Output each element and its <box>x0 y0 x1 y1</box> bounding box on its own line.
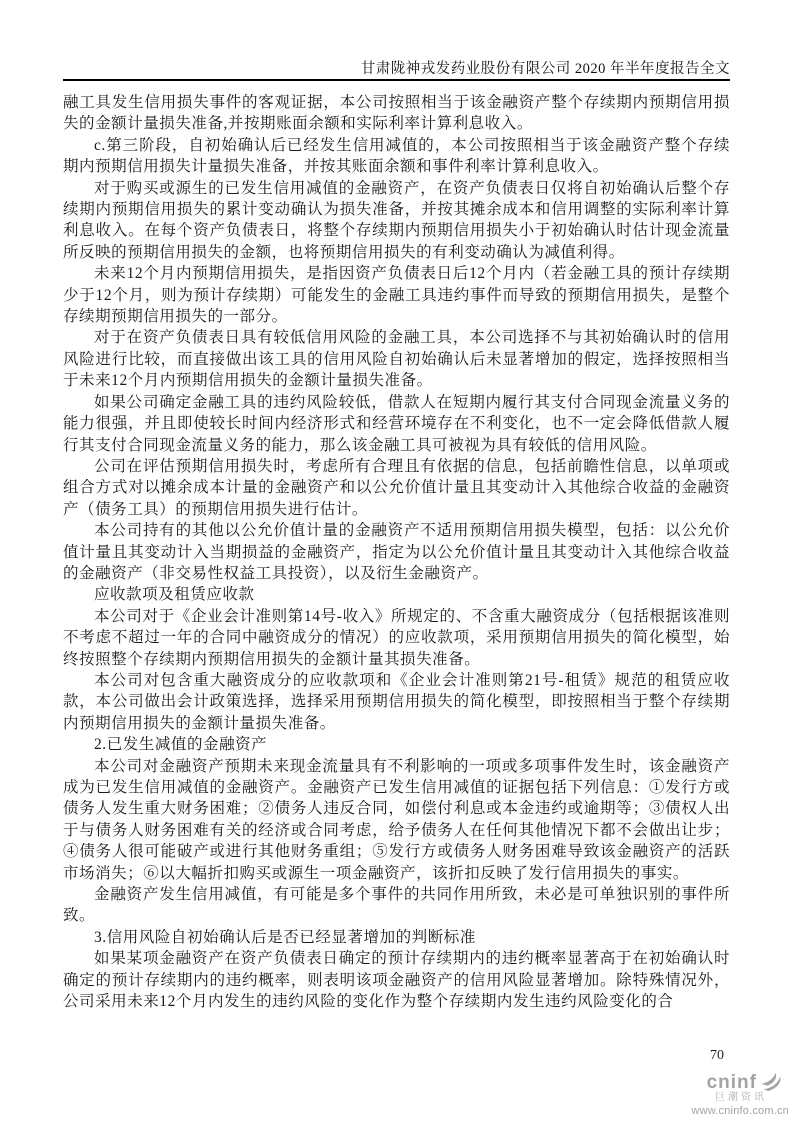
paragraph: 融工具发生信用损失事件的客观证据，本公司按照相当于该金融资产整个存续期内预期信用损失的金额计量损失准备,并按期账面余额和实际利率计算利息收入。 <box>63 94 730 133</box>
page-header-title: 甘肃陇神戎发药业股份有限公司 2020 年半年度报告全文 <box>360 61 730 77</box>
paragraph: 未来12个月内预期信用损失，是指因资产负债表日后12个月内（若金融工具的预计存续期少于12个月，则为预计存续期）可能发生的金融工具违约事件而导致的预期信用损失，是整个存续期预期信用损失的一部分。 <box>63 265 730 326</box>
paragraph: 本公司对包含重大融资成分的应收款项和《企业会计准则第21号-租赁》规范的租赁应收款，本公司做出会计政策选择，选择采用预期信用损失的简化模型，即按照相当于整个存续期内预期信用损失的金额计量损失准备。 <box>63 671 730 732</box>
paragraph: 如果公司确定金融工具的违约风险较低，借款人在短期内履行其支付合同现金流量义务的能力很强，并且即使较长时间内经济形式和经营环境存在不利变化，也不一定会降低借款人履行其支付合同现金流量义务的能力，那么该金融工具可被视为具有较低的信用风险。 <box>63 393 730 454</box>
page-number: 70 <box>710 1048 724 1063</box>
header-rule <box>63 79 730 81</box>
paragraph: 公司在评估预期信用损失时，考虑所有合理且有依据的信息，包括前瞻性信息，以单项或组合方式对以摊余成本计量的金融资产和以公允价值计量且其变动计入其他综合收益的金融资产（债务工具）的预期信用损失进行估计。 <box>63 457 730 518</box>
section-heading-receivables: 应收款项及租赁应收款 <box>94 586 255 604</box>
paragraph: 对于购买或源生的已发生信用减值的金融资产，在资产负债表日仅将自初始确认后整个存续期内预期信用损失的累计变动确认为损失准备，并按其摊余成本和信用调整的实际利率计算利息收入。在每个资产负债表日，将整个存续期内预期信用损失小于初始确认时估计现金流量所反映的预期信用损失的金额，也将预期信用损失的有利变动确认为减值利得。 <box>63 179 730 261</box>
paragraph: 本公司对于《企业会计准则第14号-收入》所规定的、不含重大融资成分（包括根据该准则不考虑不超过一年的合同中融资成分的情况）的应收款项，采用预期信用损失的简化模型，始终按照整个存续期内预期信用损失的金额计量其损失准备。 <box>63 607 730 668</box>
paragraph: 如果某项金融资产在资产负债表日确定的预计存续期内的违约概率显著高于在初始确认时确定的预计存续期内的违约概率，则表明该项金融资产的信用风险显著增加。除特殊情况外，公司采用未来12个月内发生的违约风险的变化作为整个存续期内发生违约风险变化的合 <box>63 950 730 1011</box>
cninfo-swirl-icon <box>759 1072 783 1092</box>
paragraph: 对于在资产负债表日具有较低信用风险的金融工具，本公司选择不与其初始确认时的信用风险进行比较，而直接做出该工具的信用风险自初始确认后未显著增加的假定，选择按照相当于未来12个月内预期信用损失的金额计量损失准备。 <box>63 329 730 390</box>
document-body <box>63 92 730 1012</box>
paragraph: 本公司持有的其他以公允价值计量的金融资产不适用预期信用损失模型，包括：以公允价值计量且其变动计入当期损益的金融资产，指定为以公允价值计量且其变动计入其他综合收益的金融资产（非交易性权益工具投资），以及衍生金融资产。 <box>63 522 730 582</box>
section-heading-impaired-assets: 2.已发生减值的金融资产 <box>94 736 268 754</box>
section-heading-credit-risk: 3.信用风险自初始确认后是否已经显著增加的判断标准 <box>94 928 476 946</box>
cninfo-url: www.cninfo.com.cn <box>691 1105 789 1117</box>
cninfo-watermark <box>671 1072 789 1117</box>
cninfo-chinese-name: 巨潮资讯 <box>715 1092 767 1103</box>
paragraph: 本公司对金融资产预期未来现金流量具有不利影响的一项或多项事件发生时，该金融资产成为已发生信用减值的金融资产。金融资产已发生信用减值的证据包括下列信息：①发行方或债务人发生重大财务困难；②债务人违反合同，如偿付利息或本金违约或逾期等；③债权人出于与债务人财务困难有关的经济或合同考虑，给予债务人在任何其他情况下都不会做出让步；④债务人很可能破产或进行其他财务重组；⑤发行方或债务人财务困难导致该金融资产的活跃市场消失；⑥以大幅折扣购买或源生一项金融资产，该折扣反映了发行信用损失的事实。 <box>63 757 730 882</box>
cninfo-brand-text: cninf <box>706 1071 757 1093</box>
paragraph: c.第三阶段，自初始确认后已经发生信用减值的，本公司按照相当于该金融资产整个存续期内预期信用损失计量损失准备，并按其账面余额和事件利率计算利息收入。 <box>63 136 730 176</box>
paragraph: 金融资产发生信用减值，有可能是多个事件的共同作用所致，未必是可单独识别的事件所致。 <box>63 886 730 925</box>
